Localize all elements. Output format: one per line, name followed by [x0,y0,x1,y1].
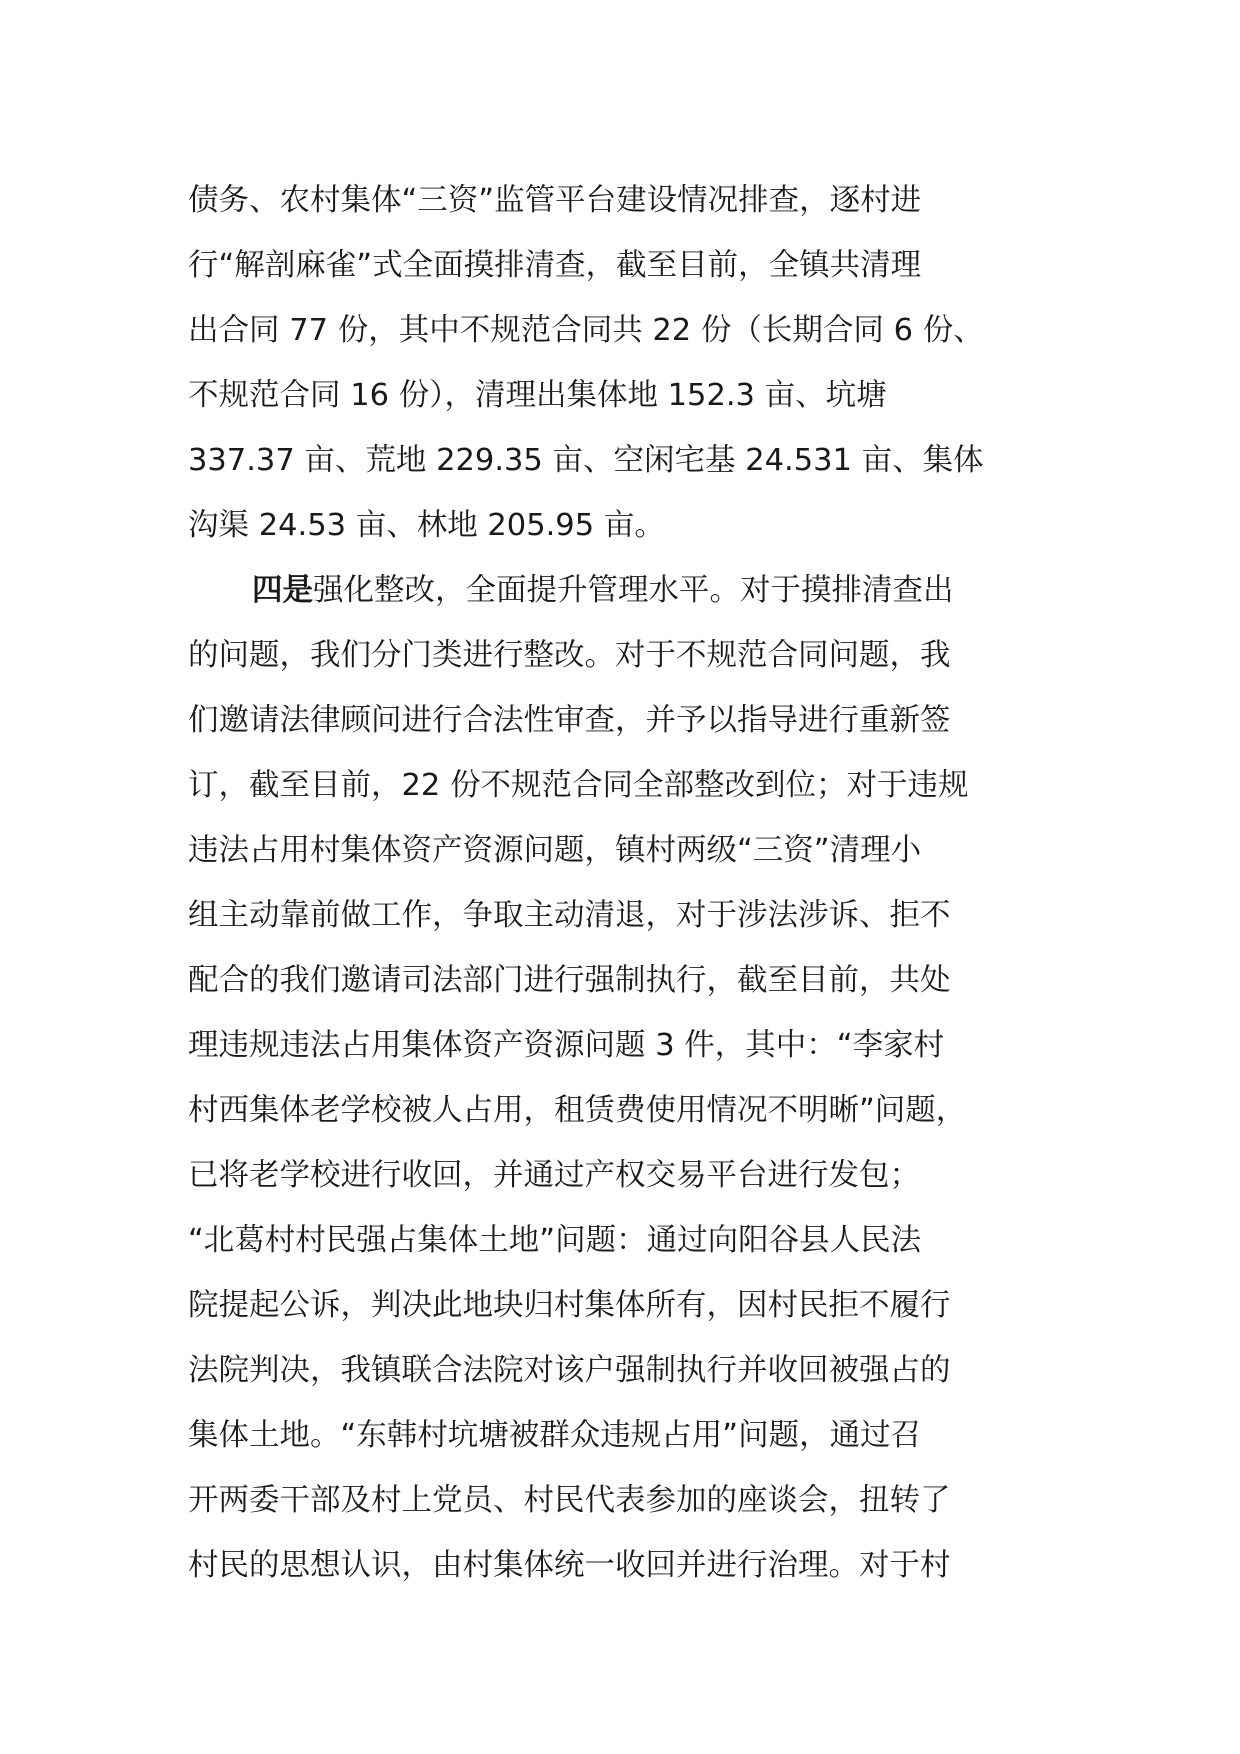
paragraph-2-first-rest: 强化整改，全面提升管理水平。对于摸排清查出 [313,573,954,608]
paragraph-1-line: 行“解剖麻雀”式全面摸排清查，截至目前，全镇共清理 [188,248,922,283]
document-body [188,168,1088,1598]
paragraph-2-first-line [188,558,1088,623]
paragraph-2-line: 开两委干部及村上党员、村民代表参加的座谈会，扭转了 [188,1483,951,1518]
paragraph-2-line: 集体土地。“东韩村坑塘被群众违规占用”问题，通过召 [188,1418,922,1453]
paragraph-1-line: 不规范合同 16 份），清理出集体地 152.3 亩、坑塘 [188,378,887,413]
paragraph-2-line: 的问题，我们分门类进行整改。对于不规范合同问题，我 [188,638,951,673]
paragraph-1-line: 出合同 77 份，其中不规范合同共 22 份（长期合同 6 份、 [188,313,984,348]
paragraph-2-line: 配合的我们邀请司法部门进行强制执行，截至目前，共处 [188,963,951,998]
paragraph-1-line: 337.37 亩、荒地 229.35 亩、空闲宅基 24.531 亩、集体 [188,443,984,478]
paragraph-2-line: “北葛村村民强占集体土地”问题：通过向阳谷县人民法 [188,1223,922,1258]
paragraph-2-line: 已将老学校进行收回，并通过产权交易平台进行发包； [188,1158,920,1193]
paragraph-2-line: 院提起公诉，判决此地块归村集体所有，因村民拒不履行 [188,1288,951,1323]
paragraph-2-line: 村西集体老学校被人占用，租赁费使用情况不明晰”问题， [188,1093,967,1128]
paragraph-2-line: 法院判决，我镇联合法院对该户强制执行并收回被强占的 [188,1353,951,1388]
paragraph-2-line: 违法占用村集体资产资源问题，镇村两级“三资”清理小 [188,833,922,868]
paragraph-1-line: 债务、农村集体“三资”监管平台建设情况排查，逐村进 [188,183,922,218]
paragraph-2-line: 订，截至目前，22 份不规范合同全部整改到位；对于违规 [188,768,969,803]
paragraph-2-line: 村民的思想认识，由村集体统一收回并进行治理。对于村 [188,1548,951,1583]
paragraph-2-line: 组主动靠前做工作，争取主动清退，对于涉法涉诉、拒不 [188,898,951,933]
paragraph-2-line: 理违规违法占用集体资产资源问题 3 件，其中：“李家村 [188,1028,945,1063]
paragraph-2-lead: 四是 [252,573,313,608]
paragraph-2-line: 们邀请法律顾问进行合法性审查，并予以指导进行重新签 [188,703,951,738]
paragraph-1-line: 沟渠 24.53 亩、林地 205.95 亩。 [188,508,665,543]
